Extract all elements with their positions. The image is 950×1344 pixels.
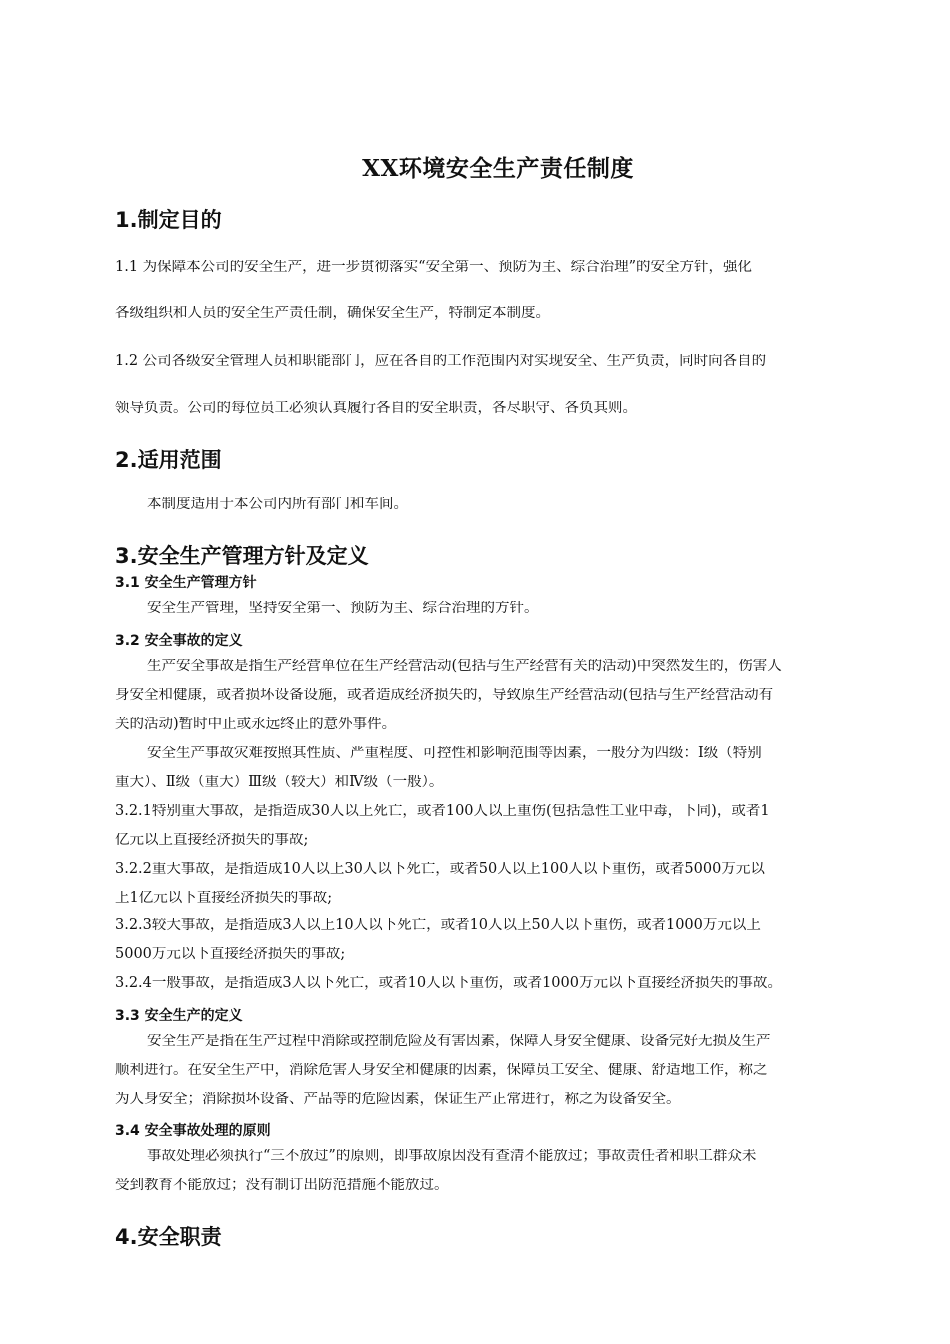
paragraph-line: 3.2.3较大事故，是指造成3人以上10人以下死亡，或者10人以上50人以下重伤，或者1000万元以上 bbox=[115, 918, 761, 933]
subsection-heading: 3.1 安全生产管理方针 bbox=[115, 575, 257, 591]
paragraph-line: 亿元以上直接经济损失的事故; bbox=[115, 833, 309, 848]
paragraph-line: 身安全和健康，或者损坏设备设施，或者造成经济损失的，导致原生产经营活动(包括与生产经营活动有 bbox=[115, 688, 774, 703]
paragraph-line: 3.2.4一般事故，是指造成3人以下死亡，或者10人以下重伤，或者1000万元以下直接经济损失的事故。 bbox=[115, 976, 782, 991]
subsection-heading: 3.4 安全事故处理的原则 bbox=[115, 1123, 271, 1139]
paragraph-line: 事故处理必须执行“三不放过”的原则，即事故原因没有查清不能放过；事故责任者和职工群众未 bbox=[147, 1149, 757, 1164]
paragraph-line: 本制度适用于本公司内所有部门和车间。 bbox=[147, 497, 408, 512]
paragraph-line: 1.1 为保障本公司的安全生产，进一步贯彻落实“安全第一、预防为主、综合治理”的安全方针，强化 bbox=[115, 260, 752, 275]
paragraph-line: 生产安全事故是指生产经营单位在生产经营活动(包括与生产经营有关的活动)中突然发生的，伤害人 bbox=[147, 659, 782, 674]
subsection-heading: 3.3 安全生产的定义 bbox=[115, 1008, 243, 1024]
paragraph-line: 上1亿元以下直接经济损失的事故; bbox=[115, 891, 333, 906]
document-title: XX环境安全生产责任制度 bbox=[362, 155, 634, 182]
section-heading-purpose: 1.制定目的 bbox=[115, 208, 222, 232]
paragraph-line: 受到教育不能放过；没有制订出防范措施不能放过。 bbox=[115, 1178, 449, 1193]
paragraph-line: 3.2.1特别重大事故，是指造成30人以上死亡，或者100人以上重伤(包括急性工业中毒，下同)，或者1 bbox=[115, 804, 770, 819]
paragraph-line: 各级组织和人员的安全生产责任制，确保安全生产，特制定本制度。 bbox=[115, 306, 550, 321]
section-heading-policy: 3.安全生产管理方针及定义 bbox=[115, 544, 369, 568]
paragraph-line: 安全生产管理，坚持安全第一、预防为主、综合治理的方针。 bbox=[147, 601, 539, 616]
paragraph-line: 重大）、Ⅱ级（重大）Ⅲ级（较大）和Ⅳ级（一般）。 bbox=[115, 775, 444, 790]
paragraph-line: 为人身安全；消除损坏设备、产品等的危险因素，保证生产正常进行，称之为设备安全。 bbox=[115, 1092, 681, 1107]
subsection-heading: 3.2 安全事故的定义 bbox=[115, 633, 243, 649]
section-heading-scope: 2.适用范围 bbox=[115, 448, 222, 472]
paragraph-line: 3.2.2重大事故，是指造成10人以上30人以下死亡，或者50人以上100人以下重伤，或者5000万元以 bbox=[115, 862, 765, 877]
paragraph-line: 顺利进行。在安全生产中，消除危害人身安全和健康的因素，保障员工安全、健康、舒适地工作，称之 bbox=[115, 1063, 768, 1078]
paragraph-line: 5000万元以下直接经济损失的事故; bbox=[115, 947, 346, 962]
paragraph-line: 1.2 公司各级安全管理人员和职能部门，应在各自的工作范围内对实现安全、生产负责，同时向各自的 bbox=[115, 354, 767, 369]
paragraph-line: 关的活动)暂时中止或永远终止的意外事件。 bbox=[115, 717, 397, 732]
paragraph-line: 领导负责。公司的每位员工必须认真履行各自的安全职责，各尽职守、各负其则。 bbox=[115, 401, 637, 416]
paragraph-line: 安全生产事故灾难按照其性质、严重程度、可控性和影响范围等因素，一般分为四级：Ⅰ级（特别 bbox=[147, 746, 762, 761]
section-heading-responsibilities: 4.安全职责 bbox=[115, 1225, 222, 1249]
paragraph-line: 安全生产是指在生产过程中消除或控制危险及有害因素，保障人身安全健康、设备完好无损及生产 bbox=[147, 1034, 771, 1049]
